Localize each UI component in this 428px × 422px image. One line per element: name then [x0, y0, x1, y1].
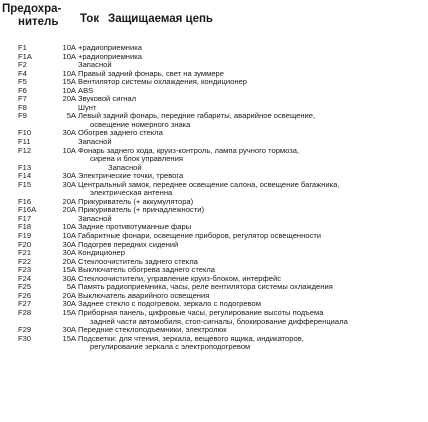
fuse-id: F12 [18, 145, 32, 155]
fuse-circuit [78, 112, 424, 129]
fuse-id: F8 [18, 102, 27, 112]
fuse-id: F23 [18, 265, 32, 275]
fuse-id: F11 [18, 137, 31, 147]
fuse-circuit-line: Выключатель обогрева заднего стекла [78, 265, 216, 275]
table-row [0, 309, 428, 326]
fuse-id: F20 [18, 239, 32, 249]
fuse-amperage: 10A [62, 222, 76, 232]
fuse-circuit [78, 309, 424, 326]
fuse-circuit-line: Кондиционер [78, 248, 125, 258]
fuse-circuit-line: Прикуриватель (+ аккумулятора) [78, 196, 194, 206]
fuse-circuit [78, 129, 424, 138]
fuse-amperage: 30A [62, 273, 76, 283]
fuse-amperage: 10A [62, 145, 76, 155]
header-circuit: Защищаемая цепь [108, 13, 213, 25]
fuse-amperage: 20A [62, 196, 76, 206]
fuse-id: F18 [18, 222, 32, 232]
fuse-circuit-line: Центральный замок, переднее освещение салона, освещение багажника, [78, 179, 340, 189]
fuse-id: F17 [18, 213, 32, 223]
fuse-circuit-line: Габаритные фонари, освещение приборов, регулятор освещенности [78, 231, 322, 241]
fuse-amperage: 10A [62, 85, 76, 95]
header-fuse [2, 3, 61, 29]
fuse-circuit-line: Прикуриватель (+ принадлежности) [78, 205, 204, 215]
fuse-circuit-line: Электрические точки, тревога [78, 171, 184, 181]
fuse-circuit-line: Стеклоочистители, управление круиз-блоком, интерфейс [78, 273, 282, 283]
fuse-amperage: 15A [62, 307, 76, 317]
fuse-id: F1A [18, 51, 32, 61]
fuse-amperage: 30A [62, 248, 76, 258]
fuse-id: F1 [18, 43, 27, 52]
fuse-circuit-line: Запасной [78, 213, 112, 223]
fuse-circuit-line: ABS [78, 85, 94, 95]
fuse-id: F13 [18, 162, 32, 172]
fuse-amperage: 30A [62, 239, 76, 249]
fuse-circuit-line: Фонарь заднего хода, круиз-контроль, лампа ручного тормоза, [78, 145, 300, 155]
fuse-amperage: 20A [62, 290, 76, 300]
fuse-circuit-line: Передние стеклоподъемники, электролюк [78, 325, 227, 335]
fuse-circuit [78, 206, 424, 215]
fuse-amperage: 5A [66, 282, 76, 292]
fuse-circuit [78, 335, 424, 352]
fuse-circuit [78, 95, 424, 104]
fuse-amperage: 30A [62, 325, 76, 335]
fuse-circuit-line: Запасной [108, 162, 142, 172]
fuse-amperage: 10A [62, 43, 76, 52]
header-fuse-line2: нитель [18, 16, 59, 28]
fuse-circuit-line: Обогрев заднего стекла [78, 128, 163, 138]
fuse-id: F10 [18, 128, 32, 138]
fuse-amperage: 5A [66, 111, 76, 121]
table-row [0, 147, 428, 164]
fuse-circuit [78, 241, 424, 250]
fuse-id: F7 [18, 94, 27, 104]
fuse-amperage: 20A [62, 94, 76, 104]
fuse-circuit-line: регулирование зеркала с электроподогревом [90, 342, 251, 352]
fuse-id: F4 [18, 68, 27, 78]
table-row [0, 129, 428, 138]
fuse-amperage: 10A [62, 51, 76, 61]
fuse-circuit-line: Левый задний фонарь, передние габариты, аварийное освещение, [78, 111, 316, 121]
fuse-amperage: 15A [62, 333, 76, 343]
fuse-circuit-line: Приборная панель, цифровые часы, регулирование высоты подъема [78, 307, 324, 317]
fuse-amperage: 10A [62, 68, 76, 78]
fuse-amperage: 15A [62, 265, 76, 275]
fuse-circuit-line: Задние противотуманные фары [78, 222, 192, 232]
fuse-id: F25 [18, 282, 32, 292]
fuse-id: F27 [18, 299, 32, 309]
table-row [0, 95, 428, 104]
fuse-circuit-line: Шунт [78, 102, 97, 112]
fuse-circuit-line: электрическая антенна [90, 188, 173, 198]
fuse-circuit-line: Подсветки: для чтения, зеркала, вещевого ящика, индикаторов, [78, 333, 304, 343]
fuse-amperage: 20A [62, 205, 76, 215]
fuse-rows [0, 44, 428, 352]
table-row [0, 112, 428, 129]
fuse-circuit [78, 147, 424, 164]
header-amp: Ток [80, 13, 100, 25]
fuse-id: F16 [18, 196, 32, 206]
fuse-circuit-line: Запасной [78, 60, 112, 70]
fuse-id: F6 [18, 85, 27, 95]
table-row [0, 181, 428, 198]
fuse-id: F2 [18, 60, 27, 70]
fuse-circuit [78, 181, 424, 198]
fuse-amperage: 10A [62, 231, 76, 241]
fuse-amperage: 15A [62, 77, 76, 87]
fuse-amperage: 30A [62, 171, 76, 181]
fuse-id: F24 [18, 273, 32, 283]
fuse-circuit-line: задней части автомобиля, стоп-сигналы, блокирование дифференциала [90, 316, 348, 326]
header-fuse-line1: Предохра- [2, 3, 62, 15]
fuse-id: F14 [18, 171, 32, 181]
table-row [0, 335, 428, 352]
fuse-circuit [78, 78, 424, 87]
table-row [0, 206, 428, 215]
fuse-amperage: 30A [62, 179, 76, 189]
fuse-circuit-line: сирена и блок управления [90, 154, 183, 164]
fuse-circuit [78, 53, 424, 62]
fuse-id: F9 [18, 111, 27, 121]
fuse-id: F26 [18, 290, 32, 300]
fuse-circuit-line: Звуковой сигнал [78, 94, 137, 104]
fuse-id: F15 [18, 179, 32, 189]
fuse-id: F19 [18, 231, 32, 241]
fuse-circuit-line: Выключатель аварийного освещения [78, 290, 210, 300]
fuse-circuit-line: Подогрев передних сидений [78, 239, 179, 249]
fuse-circuit-line: освещение номерного знака [90, 119, 191, 129]
fuse-amperage: 20A [62, 256, 76, 266]
fuse-circuit-line: Заднее стекло с подогревом, зеркало с подогревом [78, 299, 261, 309]
fuse-id: F16A [18, 205, 37, 215]
fuse-circuit-line: Память радиоприемника, часы, реле вентилятора системы охлаждения [78, 282, 333, 292]
fuse-id: F28 [18, 307, 32, 317]
fuse-circuit-line: Запасной [78, 137, 112, 147]
fuse-circuit-line: +радиоприемника [78, 51, 142, 61]
fuse-id: F21 [18, 248, 32, 258]
fuse-amperage: 30A [62, 299, 76, 309]
fuse-circuit-line: Стеклоочиститель заднего стекла [78, 256, 198, 266]
fuse-amperage: 30A [62, 128, 76, 138]
fuse-circuit-line: Правый задний фонарь, свет на зуммере [78, 68, 225, 78]
fuse-id: F5 [18, 77, 27, 87]
fuse-circuit-line: Вентилятор системы охлаждения, кондиционер [78, 77, 247, 87]
fuse-circuit-line: +радиоприемника [78, 43, 142, 52]
fuse-id: F22 [18, 256, 32, 266]
table-row [0, 53, 428, 62]
fuse-id: F29 [18, 325, 32, 335]
fuse-id: F30 [18, 333, 32, 343]
